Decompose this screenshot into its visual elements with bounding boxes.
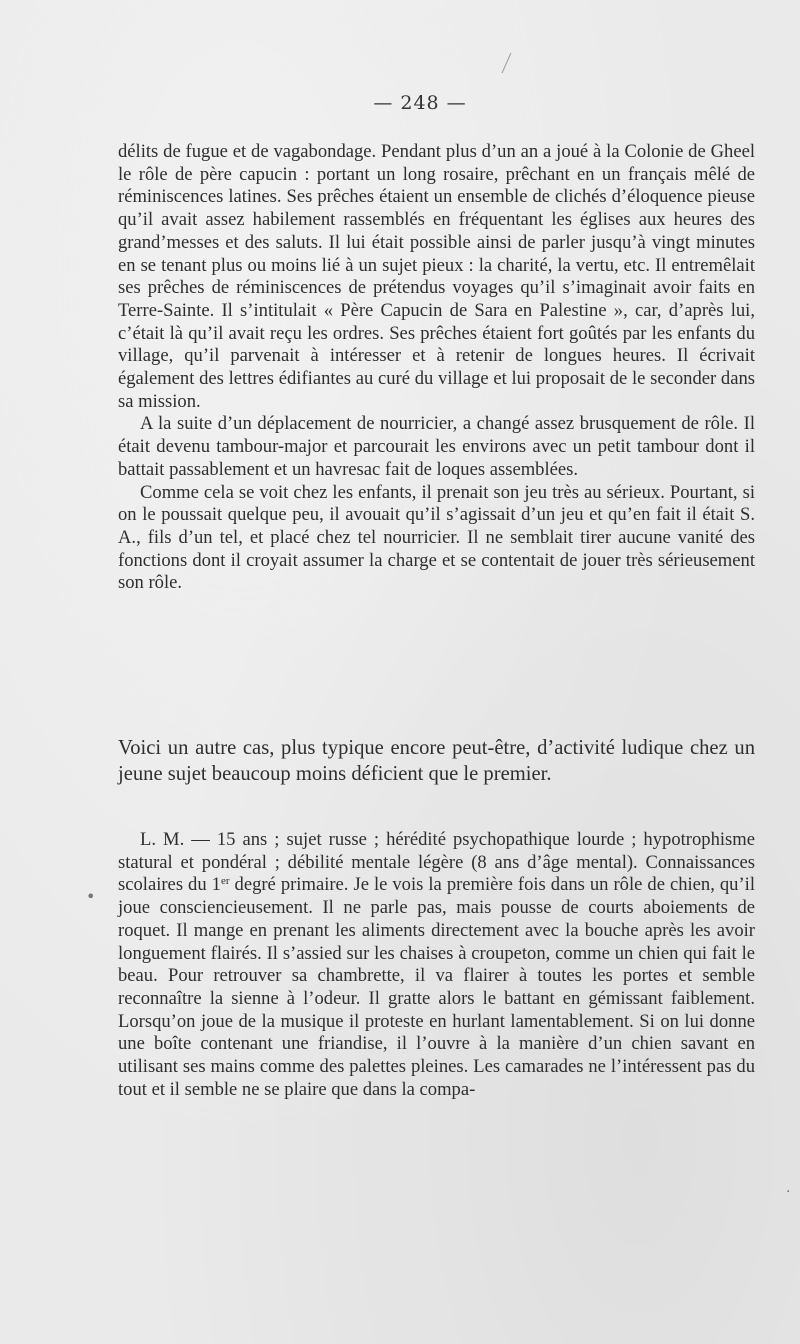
margin-mark-left: • <box>86 887 96 906</box>
paragraph-serious-play: Comme cela se voit chez les enfants, il prenait son jeu très au sérieux. Pourtant, si on le poussait quelque peu, il avouait qu’il s’agissait d’un jeu et qu’en fait il était S. A., fils d’un tel, et placé chez tel nourricier. Il ne semblait tirer aucune vanité des fonctions dont il croyait assumer la charge et se contentait de jouer très sérieusement son rôle. <box>118 481 755 594</box>
paragraph-capucin: délits de fugue et de vagabondage. Pendant plus d’un an a joué à la Colonie de Gheel le rôle de père capucin : portant un long rosaire, prêchant en un français mêlé de réminiscences latines. Ses prêches étaient un ensemble de clichés d’éloquence pieuse qu’il avait assez habilement rassemblés en fréquentant les églises aux heures des grand’messes et des saluts. Il lui était possible ainsi de parler jusqu’à vingt minutes en se tenant plus ou moins lié à un sujet pieux : la charité, la vertu, etc. Il entremêlait ses prêches de réminiscences de prétendus voyages qu’il s’imaginait avoir faits en Terre-Sainte. Il s’intitulait « Père Capucin de Sara en Palestine », car, d’après lui, c’était là qu’il avait reçu les ordres. Ses prêches étaient fort goûtés par les enfants du village, qu’il parvenait à intéresser et à retenir de longues heures. Il écrivait également des lettres édifiantes au curé du village et lui proposait de le seconder dans sa mission. <box>118 141 755 412</box>
case-lm-text-end: degré primaire. Je le vois la première fois dans un rôle de chien, qu’il joue consciencieusement. Il ne parle pas, mais pousse de courts aboiements de roquet. Il mange en prenant les aliments directement avec la bouche après les avoir longuement flairés. Il s’assied sur les chaises à croupeton, comme un chien qui fait le beau. Pour retrouver sa chambrette, il va flairer à toutes les portes et semble reconnaître la sienne à l’odeur. Il gratte alors le battant en gémissant faiblement. Lorsqu’on joue de la musique il proteste en hurlant lamentablement. Si on lui donne une boîte contenant une friandise, il l’ouvre à la manière d’un chien savant en utilisant ses mains comme des palettes pleines. Les camarades ne l’intéressent pas du tout et il semble ne se plaire que dans la compa- <box>118 874 755 1100</box>
pencil-mark <box>502 53 512 74</box>
paragraph-case-lm <box>118 829 755 1101</box>
case-lm-text-start: L. M. — 15 ans ; sujet russe ; hérédité psychopathique lourde ; hypotrophisme statural et pondéral ; débilité mentale légère (8 ans d’âge mental). Connaissances scolaires du 1 <box>118 829 755 896</box>
text-block-case-one <box>118 141 755 595</box>
paragraph-tambour-major: A la suite d’un déplacement de nourricier, a changé assez brusquement de rôle. Il était devenu tambour-major et parcourait les environs avec un petit tambour dont il battait passablement et un havresac fait de loques assemblées. <box>118 413 755 480</box>
text-block-case-two <box>118 829 755 1101</box>
text-block-intro <box>118 735 755 787</box>
paragraph-intro-case-two: Voici un autre cas, plus typique encore peut-être, d’activité ludique chez un jeune sujet beaucoup moins déficient que le premier. <box>118 737 755 785</box>
margin-mark-right: · <box>786 1184 791 1200</box>
ordinal-superscript: er <box>220 875 230 888</box>
page-number: — 248 — <box>373 92 467 114</box>
